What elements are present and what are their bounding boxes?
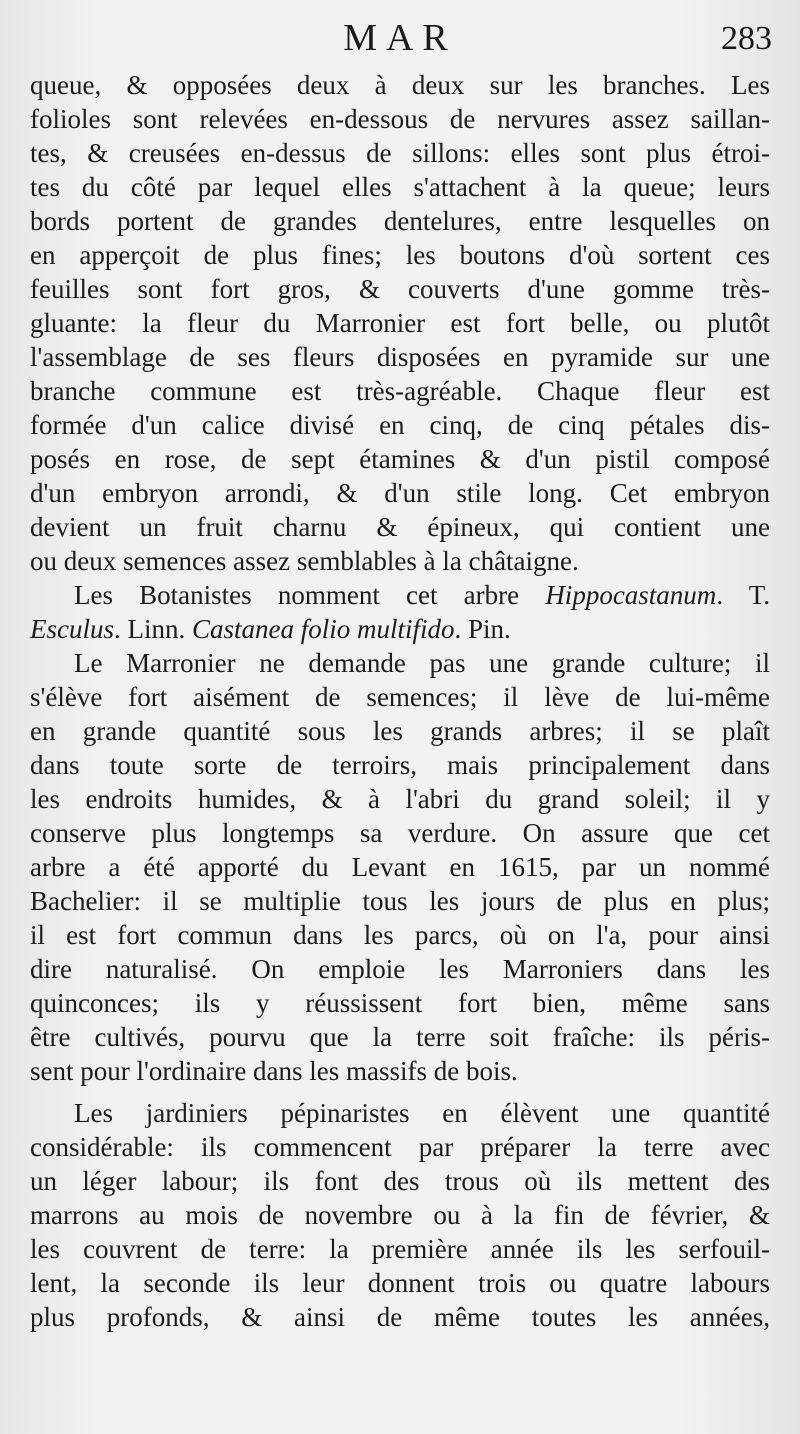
text-line: un léger labour; ils font des trous où ils mettent des [30, 1166, 770, 1196]
text-line: Bachelier: il se multiplie tous les jours de plus en plus; [30, 886, 770, 916]
text-line: s'élève fort aisément de semences; il lève de lui-même [30, 682, 770, 712]
text-line: d'un embryon arrondi, & d'un stile long. Cet embryon [30, 478, 770, 508]
text-line: plus profonds, & ainsi de même toutes les années, [30, 1302, 770, 1332]
text-line: ou deux semences assez semblables à la châtaigne. [30, 546, 579, 576]
text-line: folioles sont relevées en-dessous de nervures assez saillan- [30, 104, 770, 134]
running-head: MAR [343, 17, 457, 59]
text-line: dire naturalisé. On emploie les Marroniers dans les [30, 954, 770, 984]
text-line: queue, & opposées deux à deux sur les branches. Les [30, 70, 770, 100]
text-line: formée d'un calice divisé en cinq, de cinq pétales dis- [30, 410, 770, 440]
page-header [0, 16, 800, 66]
text-line: sent pour l'ordinaire dans les massifs de bois. [30, 1056, 518, 1086]
text-line: en apperçoit de plus fines; les boutons d'où sortent ces [30, 240, 770, 270]
latin-name: Castanea folio multifido [192, 614, 455, 644]
text-line: considérable: ils commencent par préparer la terre avec [30, 1132, 770, 1162]
latin-name: Esculus [30, 614, 114, 644]
text-line: les couvrent de terre: la première année ils les serfouil- [30, 1234, 770, 1264]
text-line: marrons au mois de novembre ou à la fin de février, & [30, 1200, 770, 1230]
text-line: bords portent de grandes dentelures, entre lesquelles on [30, 206, 770, 236]
text-line: conserve plus longtemps sa verdure. On assure que cet [30, 818, 770, 848]
text-line-botanical-names: Les Botanistes nomment cet arbre Hippocastanum. T. [74, 580, 770, 610]
text-line: tes du côté par lequel elles s'attachent à la queue; leurs [30, 172, 770, 202]
latin-name: Hippocastanum [545, 580, 717, 610]
text-line: Le Marronier ne demande pas une grande culture; il [74, 648, 770, 678]
text-line: quinconces; ils y réussissent fort bien, même sans [30, 988, 770, 1018]
text-line: être cultivés, pourvu que la terre soit fraîche: ils péris- [30, 1022, 770, 1052]
page-number: 283 [721, 20, 772, 57]
text-line: arbre a été apporté du Levant en 1615, par un nommé [30, 852, 770, 882]
text-line: l'assemblage de ses fleurs disposées en pyramide sur une [30, 342, 770, 372]
text-line: tes, & creusées en-dessus de sillons: elles sont plus étroi- [30, 138, 770, 168]
text-line: Les jardiniers pépinaristes en élèvent une quantité [74, 1098, 770, 1128]
text-line: gluante: la fleur du Marronier est fort belle, ou plutôt [30, 308, 770, 338]
text-line-botanical-names: Esculus. Linn. Castanea folio multifido. Pin. [30, 614, 511, 644]
text-line: en grande quantité sous les grands arbres; il se plaît [30, 716, 770, 746]
text-line: dans toute sorte de terroirs, mais principalement dans [30, 750, 770, 780]
text-line: posés en rose, de sept étamines & d'un pistil composé [30, 444, 770, 474]
body-text [30, 68, 770, 1334]
text-line: feuilles sont fort gros, & couverts d'une gomme très- [30, 274, 770, 304]
text-line: les endroits humides, & à l'abri du grand soleil; il y [30, 784, 770, 814]
text-line: devient un fruit charnu & épineux, qui contient une [30, 512, 770, 542]
text-line: il est fort commun dans les parcs, où on l'a, pour ainsi [30, 920, 770, 950]
text-line: lent, la seconde ils leur donnent trois ou quatre labours [30, 1268, 770, 1298]
text-line: branche commune est très-agréable. Chaque fleur est [30, 376, 770, 406]
